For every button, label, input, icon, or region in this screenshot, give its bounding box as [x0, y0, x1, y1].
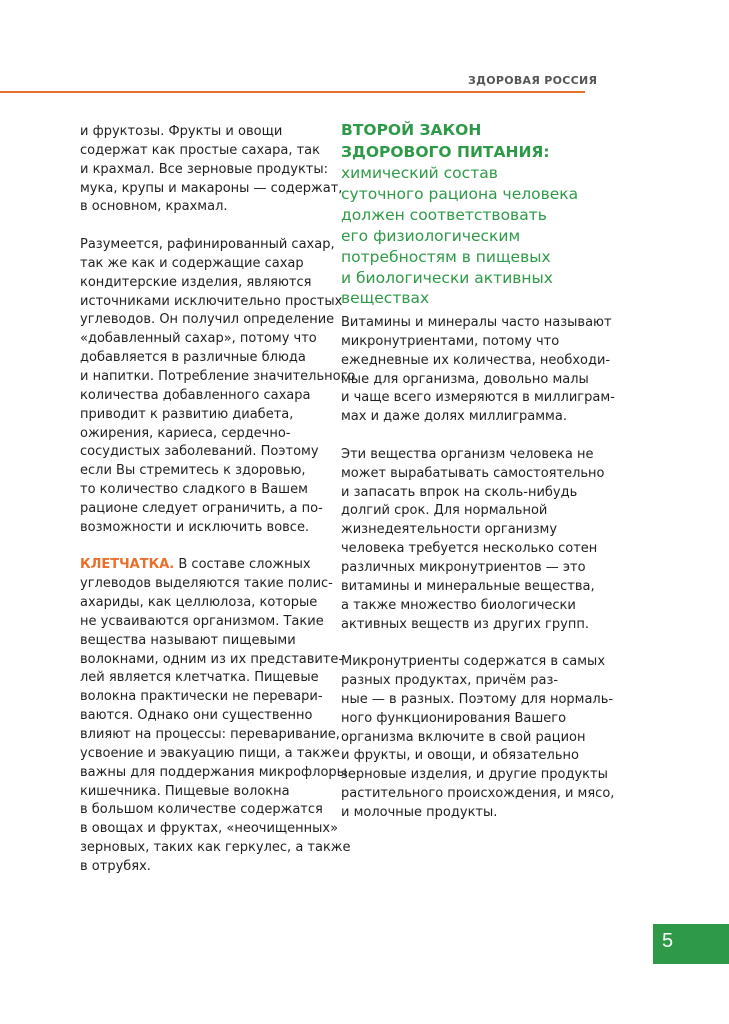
- text-line: «добавленный сахар», потому что: [80, 331, 317, 347]
- text-line: Микронутриенты содержатся в самых: [341, 654, 606, 670]
- text-line: не усваиваются организмом. Такие: [80, 613, 324, 629]
- text-line: возможности и исключить вовсе.: [80, 519, 310, 535]
- text-line: организма включите в свой рацион: [341, 729, 586, 745]
- text-line: содержат как простые сахара, так: [80, 142, 320, 158]
- text-line: кишечника. Пищевые волокна: [80, 783, 290, 799]
- text-line: мах и даже долях миллиграмма.: [341, 409, 567, 425]
- text-line: и фрукты, и овощи, и обязательно: [341, 748, 579, 764]
- paragraph-organism-needs: [341, 446, 605, 634]
- text-line: сосудистых заболеваний. Поэтому: [80, 444, 319, 460]
- left-column: [80, 123, 356, 877]
- text-line: в большом количестве содержатся: [80, 802, 323, 818]
- text-line: приводит к развитию диабета,: [80, 406, 294, 422]
- text-line: микронутриентами, потому что: [341, 333, 560, 349]
- section-heading: [341, 119, 591, 309]
- right-column: [341, 314, 615, 823]
- text-line: [80, 556, 330, 575]
- text-line: и запасать впрок на сколь-нибудь: [341, 484, 578, 500]
- text-line: и фруктозы. Фрукты и овощи: [80, 124, 283, 139]
- text-line: рационе следует ограничить, а по-: [80, 500, 323, 516]
- page-number: 5: [662, 930, 674, 952]
- text-line: вещества называют пищевыми: [80, 632, 296, 648]
- text-line: Эти вещества организм человека не: [341, 446, 594, 462]
- text-line: может вырабатывать самостоятельно: [341, 465, 605, 481]
- text-line: кондитерские изделия, являются: [80, 274, 312, 290]
- text-line: лей является клетчатка. Пищевые: [80, 670, 319, 686]
- running-header: ЗДОРОВАЯ РОССИЯ: [468, 74, 598, 87]
- paragraph-diet-advice: [341, 653, 615, 823]
- heading-title-line: ВТОРОЙ ЗАКОН: [341, 121, 482, 139]
- text-line: витамины и минеральные вещества,: [341, 578, 595, 594]
- header-rule: [0, 91, 585, 93]
- text-line: в овощах и фруктах, «неочищенных»: [80, 821, 339, 837]
- text-line: жизнедеятельности организму: [341, 522, 558, 538]
- text-line: так же как и содержащие сахар: [80, 255, 304, 271]
- heading-title-line: ЗДОРОВОГО ПИТАНИЯ:: [341, 143, 550, 161]
- text-line: в отрубях.: [80, 858, 151, 874]
- text-line: различных микронутриентов — это: [341, 559, 586, 575]
- text-line: и напитки. Потребление значительного: [80, 368, 356, 384]
- text-line: количества добавленного сахара: [80, 387, 311, 403]
- text-line: растительного происхождения, и мясо,: [341, 786, 615, 802]
- text-line: углеводов. Он получил определение: [80, 312, 335, 328]
- heading-subtitle-line: должен соответствовать: [341, 205, 547, 224]
- heading-subtitle-line: потребностям в пищевых: [341, 247, 551, 266]
- text-line: человека требуется несколько сотен: [341, 541, 598, 557]
- text-line: усвоение и эвакуацию пищи, а также: [80, 745, 340, 761]
- paragraph-sugars: [80, 123, 343, 217]
- text-line: добавляется в различные блюда: [80, 350, 306, 366]
- text-line: источниками исключительно простых: [80, 293, 343, 309]
- text-line: мые для организма, довольно малы: [341, 371, 589, 387]
- text-line: важны для поддержания микрофлоры: [80, 764, 347, 780]
- paragraph-refined-sugar: [80, 236, 356, 538]
- text-line: активных веществ из других групп.: [341, 616, 589, 632]
- text-line: Витамины и минералы часто называют: [341, 315, 612, 330]
- text-line: и крахмал. Все зерновые продукты:: [80, 161, 329, 177]
- text-line: ожирения, кариеса, сердечно-: [80, 425, 291, 441]
- text-line: и молочные продукты.: [341, 804, 498, 820]
- text-line: и чаще всего измеряются в миллиграм-: [341, 390, 615, 406]
- text-line: волокна практически не перевари-: [80, 689, 323, 705]
- text-line: долгий срок. Для нормальной: [341, 503, 548, 519]
- heading-subtitle-line: химический состав: [341, 164, 498, 182]
- text-line: волокнами, одним из их представите-: [80, 651, 344, 667]
- text-line: зерновые изделия, и другие продукты: [341, 767, 608, 783]
- text-line: мука, крупы и макароны — содержат,: [80, 180, 343, 196]
- text-line: влияют на процессы: переваривание,: [80, 727, 340, 742]
- paragraph-fiber: [80, 556, 351, 876]
- text-line: разных продуктах, причём раз-: [341, 673, 559, 689]
- text-line: а также множество биологически: [341, 597, 576, 613]
- text-line: зерновых, таких как геркулес, а также: [80, 840, 351, 856]
- heading-subtitle-line: веществах: [341, 289, 430, 308]
- fiber-lead-rest: В составе сложных: [174, 557, 311, 573]
- heading-subtitle-line: суточного рациона человека: [341, 184, 579, 203]
- text-line: то количество сладкого в Вашем: [80, 482, 308, 498]
- heading-subtitle-line: и биологически активных: [341, 268, 553, 287]
- text-line: ахариды, как целлюлоза, которые: [80, 595, 318, 611]
- text-line: ваются. Однако они существенно: [80, 708, 313, 724]
- text-line: Разумеется, рафинированный сахар,: [80, 237, 335, 253]
- text-line: ежедневные их количества, необходи-: [341, 352, 611, 368]
- text-line: углеводов выделяются такие полис-: [80, 576, 333, 592]
- paragraph-micronutrients: [341, 314, 615, 427]
- text-line: если Вы стремитесь к здоровью,: [80, 463, 306, 479]
- heading-subtitle-line: его физиологическим: [341, 226, 521, 245]
- text-line: в основном, крахмал.: [80, 199, 228, 215]
- text-line: ные — в разных. Поэтому для нормаль-: [341, 691, 614, 707]
- text-line: ного функционирования Вашего: [341, 710, 567, 726]
- fiber-lead-term: КЛЕТЧАТКА.: [80, 557, 175, 573]
